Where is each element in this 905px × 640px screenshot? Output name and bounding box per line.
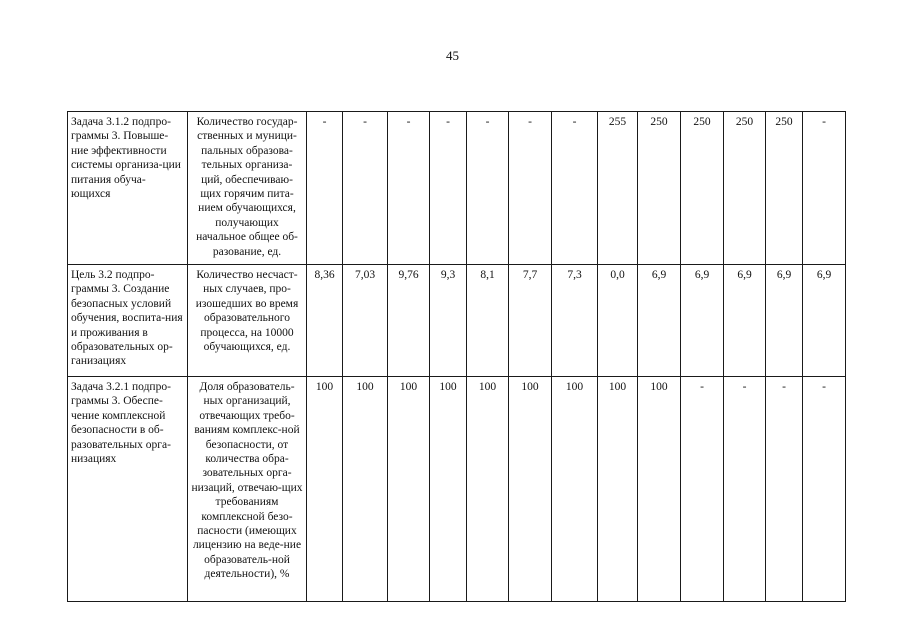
value-cell: 6,9 bbox=[803, 265, 846, 377]
value-cell: 9,76 bbox=[388, 265, 430, 377]
indicator-cell: Доля образователь-ных организаций, отвечающих требо-ваниям комплекс-ной безопасности, от количества обра-зовательных орга-низаций, отвечаю-щих требованиям комплексной безо-пасности (имеющих лицензию на веде-ние образователь-ной деятельности), % bbox=[188, 377, 307, 602]
value-cell: 100 bbox=[307, 377, 343, 602]
value-cell: 100 bbox=[598, 377, 638, 602]
goal-cell: Задача 3.2.1 подпро-граммы 3. Обеспе-чение комплексной безопасности в об-разовательных орга-низациях bbox=[68, 377, 188, 602]
table-body bbox=[68, 112, 846, 602]
value-cell: - bbox=[467, 112, 509, 265]
value-cell: - bbox=[681, 377, 724, 602]
value-cell: 6,9 bbox=[681, 265, 724, 377]
goal-cell: Цель 3.2 подпро-граммы 3. Создание безопасных условий обучения, воспита-ния и проживания в образовательных ор-ганизациях bbox=[68, 265, 188, 377]
value-cell: 7,03 bbox=[343, 265, 388, 377]
value-cell: - bbox=[343, 112, 388, 265]
value-cell: 100 bbox=[552, 377, 598, 602]
indicator-cell: Количество государ-ственных и муници-пальных образова-тельных организа-ций, обеспечиваю-щих горячим пита-нием обучающихся, получающих начальное общее об-разование, ед. bbox=[188, 112, 307, 265]
value-cell: - bbox=[552, 112, 598, 265]
value-cell: 8,36 bbox=[307, 265, 343, 377]
value-cell: 8,1 bbox=[467, 265, 509, 377]
value-cell: - bbox=[803, 112, 846, 265]
value-cell: 6,9 bbox=[724, 265, 766, 377]
table-row bbox=[68, 112, 846, 265]
value-cell: - bbox=[509, 112, 552, 265]
value-cell: 9,3 bbox=[430, 265, 467, 377]
value-cell: 7,7 bbox=[509, 265, 552, 377]
value-cell: 100 bbox=[467, 377, 509, 602]
value-cell: 100 bbox=[638, 377, 681, 602]
value-cell: 100 bbox=[430, 377, 467, 602]
value-cell: 250 bbox=[638, 112, 681, 265]
value-cell: 250 bbox=[681, 112, 724, 265]
table-row bbox=[68, 377, 846, 602]
value-cell: 255 bbox=[598, 112, 638, 265]
value-cell: - bbox=[307, 112, 343, 265]
value-cell: 100 bbox=[343, 377, 388, 602]
goal-cell: Задача 3.1.2 подпро-граммы 3. Повыше-ние эффективности системы организа-ции питания обуча-ющихся bbox=[68, 112, 188, 265]
value-cell: 250 bbox=[766, 112, 803, 265]
value-cell: 6,9 bbox=[766, 265, 803, 377]
value-cell: - bbox=[803, 377, 846, 602]
value-cell: - bbox=[430, 112, 467, 265]
value-cell: - bbox=[766, 377, 803, 602]
value-cell: - bbox=[724, 377, 766, 602]
indicator-cell: Количество несчаст-ных случаев, про-изошедших во время образовательного процесса, на 10000 обучающихся, ед. bbox=[188, 265, 307, 377]
value-cell: 7,3 bbox=[552, 265, 598, 377]
page-number: 45 bbox=[446, 48, 459, 63]
value-cell: - bbox=[388, 112, 430, 265]
value-cell: 0,0 bbox=[598, 265, 638, 377]
value-cell: 100 bbox=[388, 377, 430, 602]
value-cell: 250 bbox=[724, 112, 766, 265]
value-cell: 6,9 bbox=[638, 265, 681, 377]
indicators-table bbox=[67, 111, 846, 602]
table-row bbox=[68, 265, 846, 377]
value-cell: 100 bbox=[509, 377, 552, 602]
